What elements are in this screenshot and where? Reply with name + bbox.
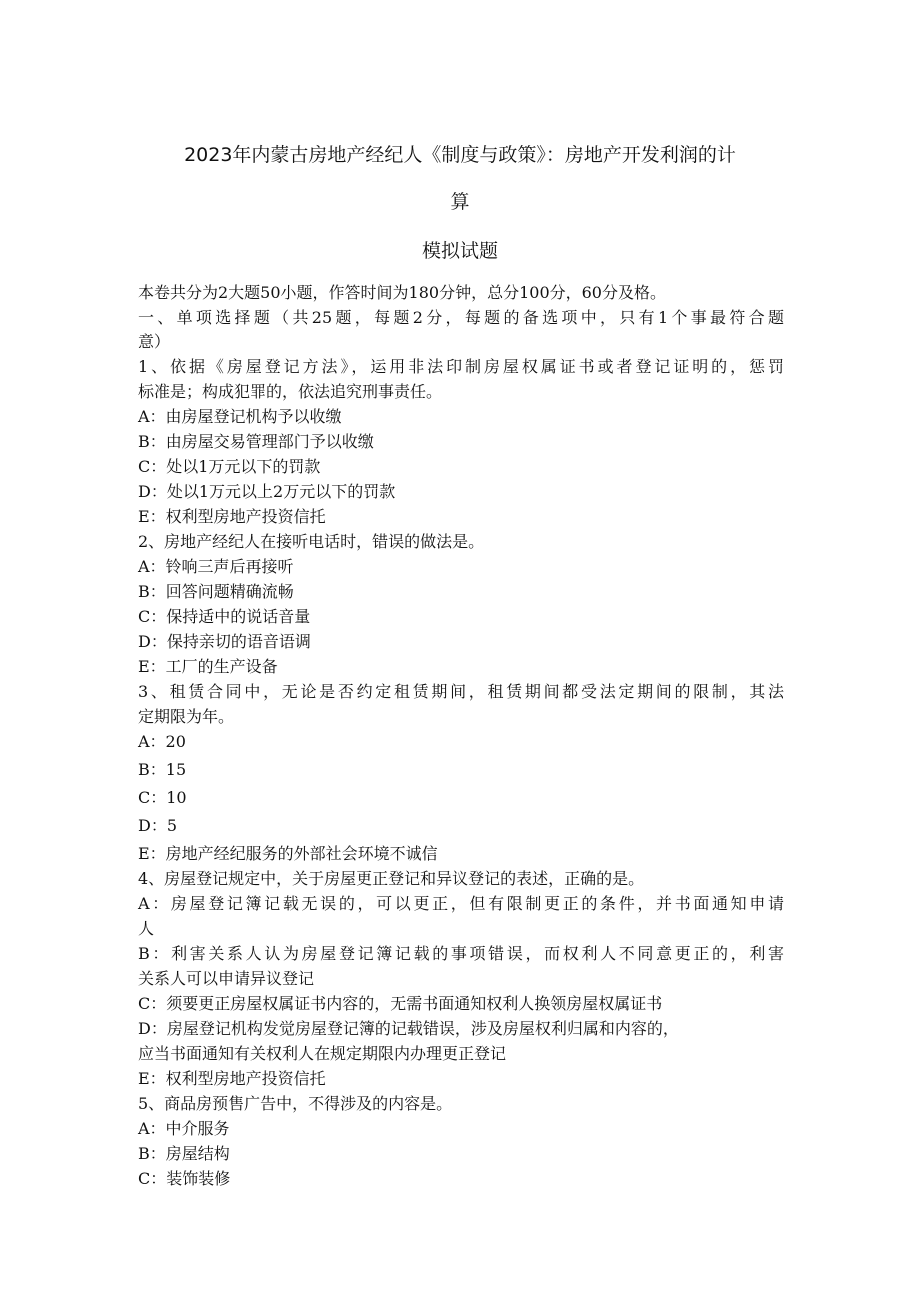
question-3-option-a: A：20	[138, 732, 186, 751]
question-2-option-e: E：工厂的生产设备	[138, 657, 278, 676]
question-4-option-d-line-1: D：房屋登记机构发觉房屋登记簿的记载错误，涉及房屋权利归属和内容的，	[138, 1019, 679, 1038]
question-2-option-a: A：铃响三声后再接听	[138, 557, 294, 576]
question-2-stem: 2、房地产经纪人在接听电话时，错误的做法是。	[138, 532, 485, 551]
question-4-stem: 4、房屋登记规定中，关于房屋更正登记和异议登记的表述，正确的是。	[138, 869, 645, 888]
question-4-option-e: E：权利型房地产投资信托	[138, 1069, 326, 1088]
question-4-option-b-line-2: 关系人可以申请异议登记	[138, 969, 315, 988]
section-heading-line-1: 一、单项选择题（共25题，每题2分，每题的备选项中，只有1个事最符合题	[138, 308, 784, 327]
question-1-option-d: D：处以1万元以上2万元以下的罚款	[138, 482, 396, 501]
question-1-stem-line-1: 1、依据《房屋登记方法》，运用非法印制房屋权属证书或者登记证明的，惩罚	[138, 357, 784, 376]
question-5-option-b: B：房屋结构	[138, 1144, 230, 1163]
question-3-stem-line-2: 定期限为年。	[138, 707, 235, 726]
question-2-option-d: D：保持亲切的语音语调	[138, 632, 311, 651]
document-subtitle: 模拟试题	[421, 240, 498, 262]
document-title-line-1: 2023年内蒙古房地产经纪人《制度与政策》：房地产开发利润的计	[184, 144, 736, 166]
question-5-option-a: A：中介服务	[138, 1119, 230, 1138]
question-1-option-b: B：由房屋交易管理部门予以收缴	[138, 432, 374, 451]
question-5-stem: 5、商品房预售广告中，不得涉及的内容是。	[138, 1094, 453, 1113]
question-3-option-d: D：5	[138, 816, 178, 835]
question-3-option-c: C：10	[138, 788, 187, 807]
document-title-line-2: 算	[450, 191, 470, 213]
question-3-option-b: B：15	[138, 760, 187, 779]
question-4-option-c: C：须要更正房屋权属证书内容的，无需书面通知权利人换领房屋权属证书	[138, 994, 663, 1013]
question-4-option-d-line-2: 应当书面通知有关权利人在规定期限内办理更正登记	[138, 1044, 507, 1063]
question-1-stem-line-2: 标准是；构成犯罪的，依法追究刑事责任。	[138, 382, 443, 401]
question-1-option-e: E：权利型房地产投资信托	[138, 507, 326, 526]
question-3-option-e: E：房地产经纪服务的外部社会环境不诚信	[138, 844, 438, 863]
question-2-option-b: B：回答问题精确流畅	[138, 582, 294, 601]
question-5-option-c: C：装饰装修	[138, 1169, 231, 1188]
question-1-option-c: C：处以1万元以下的罚款	[138, 457, 321, 476]
section-heading-line-2: 意）	[138, 332, 171, 351]
question-4-option-a-line-2: 人	[138, 919, 155, 938]
exam-intro: 本卷共分为2大题50小题，作答时间为180分钟，总分100分，60分及格。	[138, 283, 666, 302]
question-4-option-a-line-1: A：房屋登记簿记载无误的，可以更正，但有限制更正的条件，并书面通知申请	[138, 894, 784, 913]
question-4-option-b-line-1: B：利害关系人认为房屋登记簿记载的事项错误，而权利人不同意更正的，利害	[138, 944, 784, 963]
question-3-stem-line-1: 3、租赁合同中，无论是否约定租赁期间，租赁期间都受法定期间的限制，其法	[138, 682, 784, 701]
question-1-option-a: A：由房屋登记机构予以收缴	[138, 407, 342, 426]
question-2-option-c: C：保持适中的说话音量	[138, 607, 311, 626]
